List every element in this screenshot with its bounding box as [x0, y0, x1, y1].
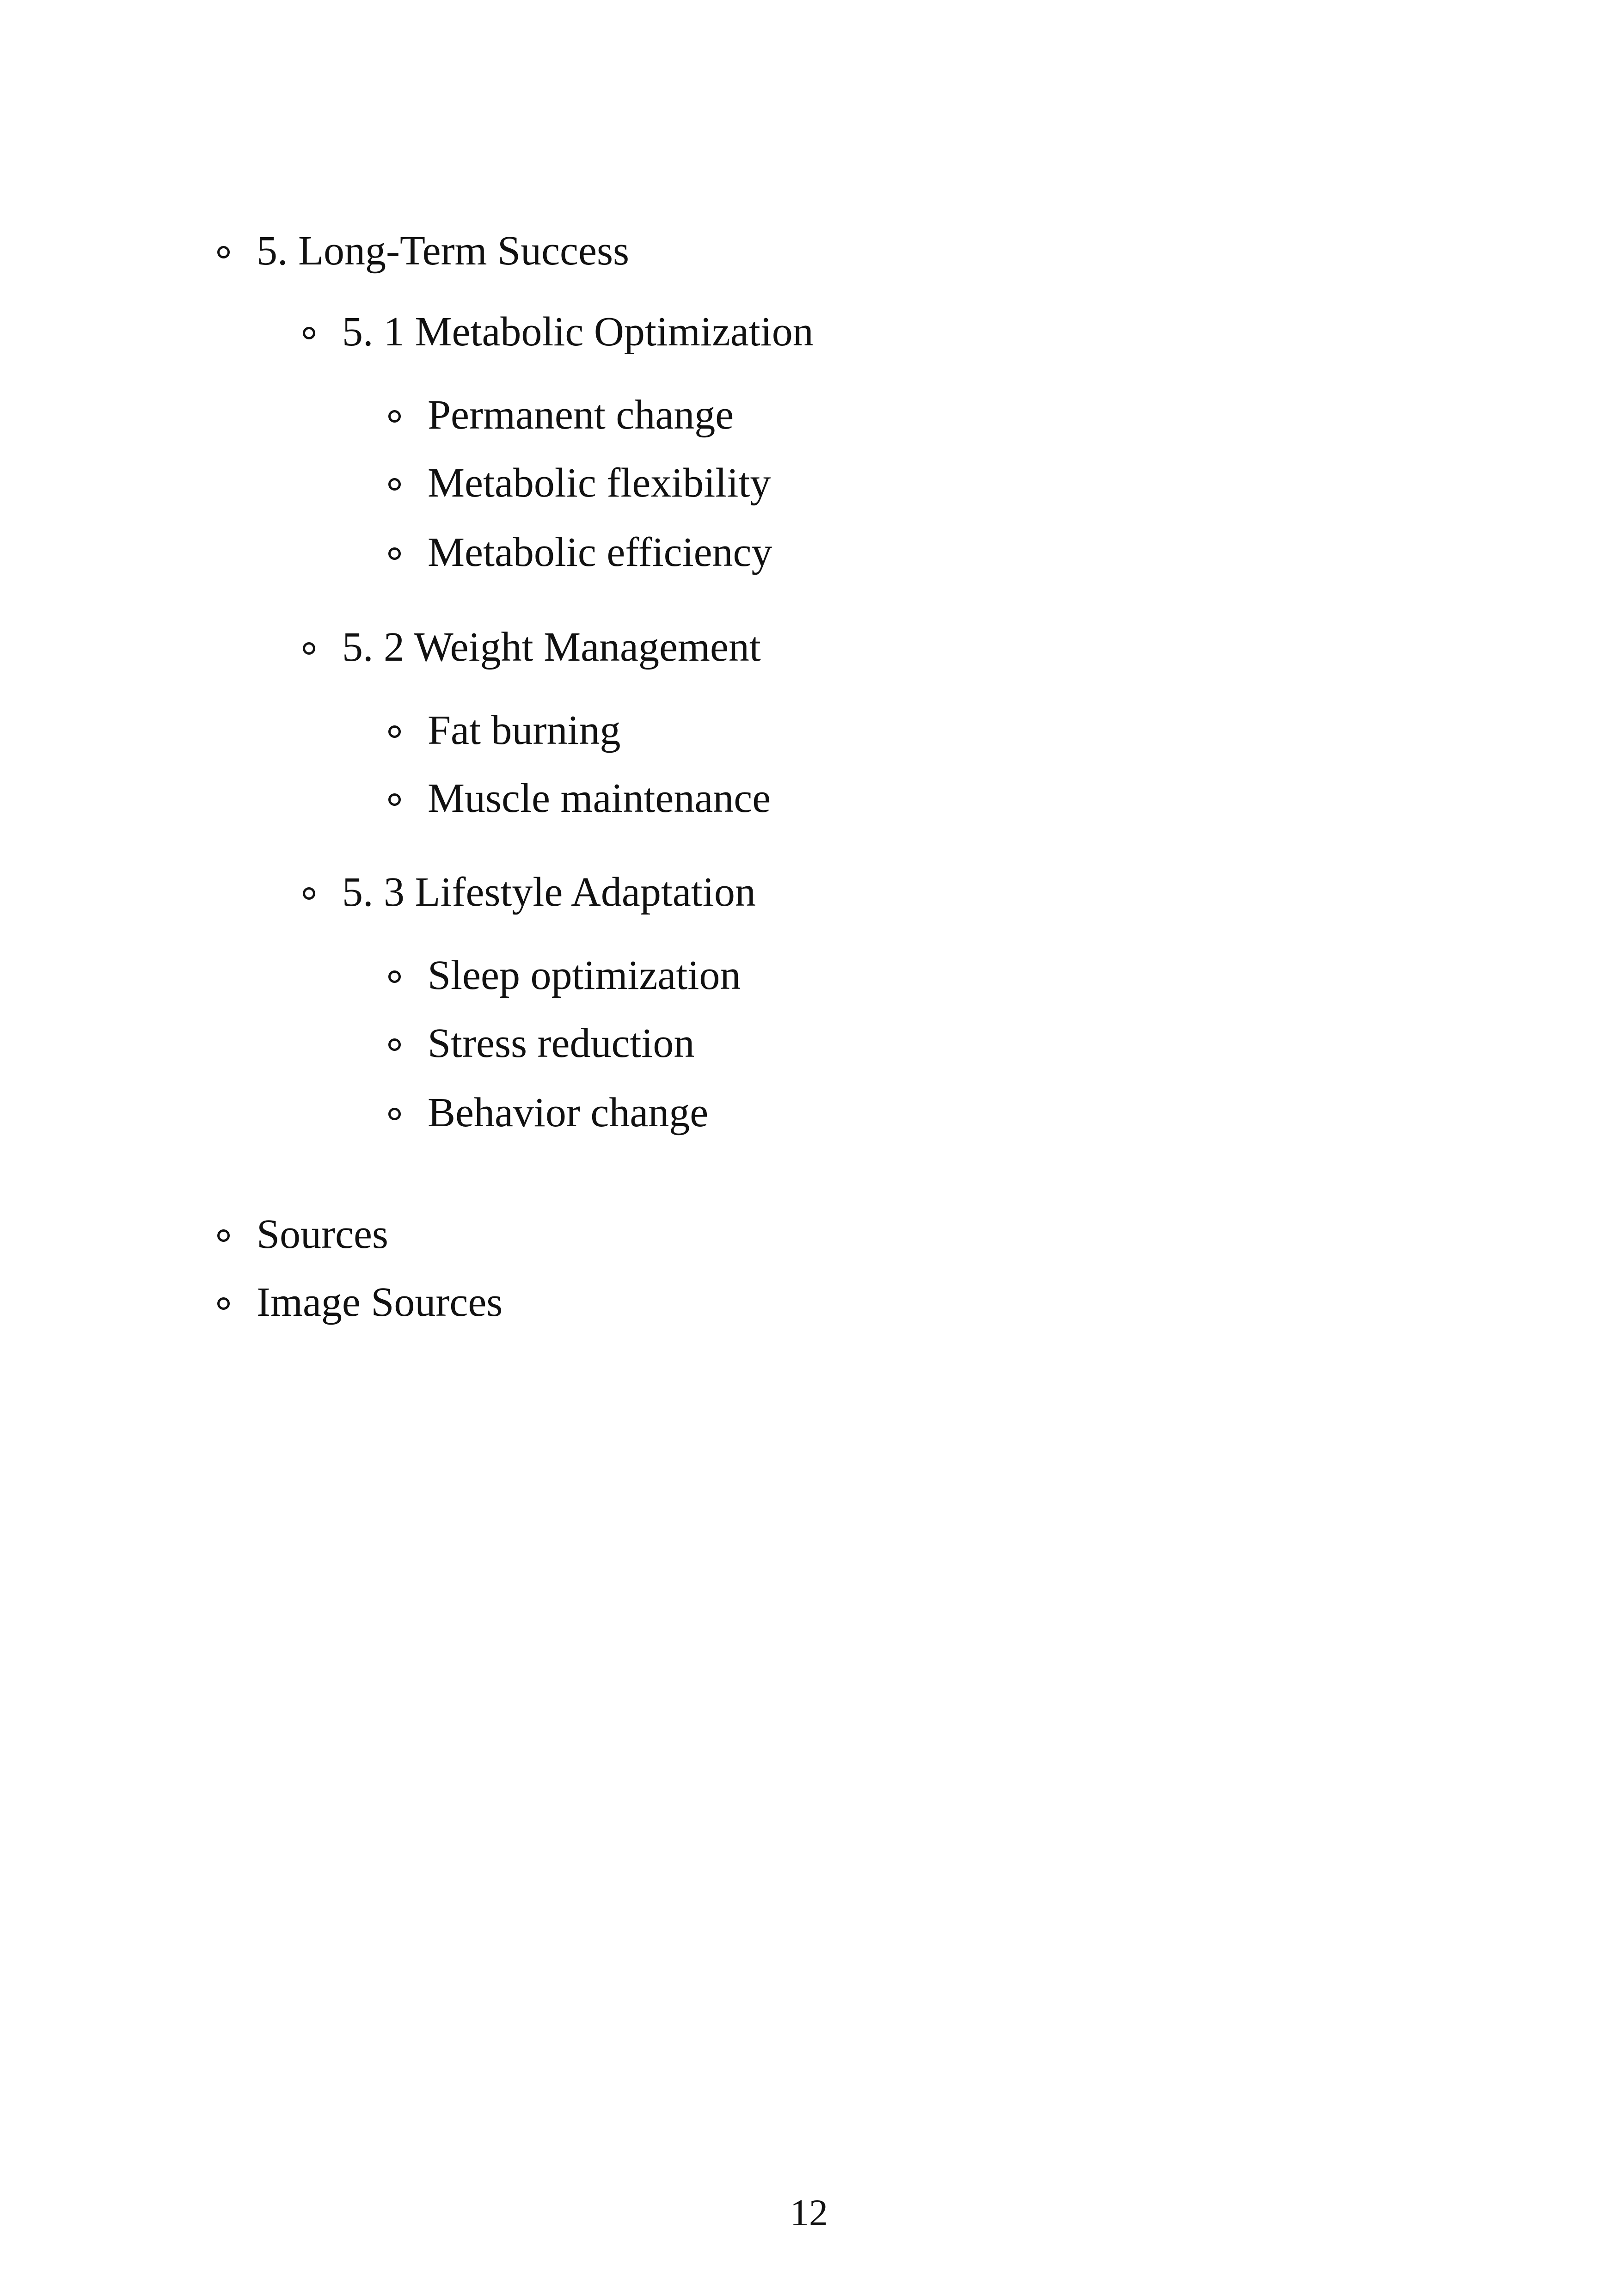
toc-entry-label: 5. Long-Term Success [257, 228, 630, 274]
toc-entry-label: Sources [257, 1211, 388, 1257]
toc-entry-label: 5. 3 Lifestyle Adaptation [342, 869, 756, 915]
toc-entry-label: Permanent change [428, 392, 734, 438]
circle-bullet-icon [388, 1038, 401, 1051]
circle-bullet-icon [303, 327, 315, 339]
circle-bullet-icon [303, 642, 315, 655]
circle-bullet-icon [388, 410, 401, 423]
circle-bullet-icon [388, 793, 401, 806]
circle-bullet-icon [303, 887, 315, 900]
circle-bullet-icon [388, 1108, 401, 1120]
toc-entry-label: Stress reduction [428, 1020, 695, 1066]
toc-entry-label: Metabolic flexibility [428, 460, 771, 506]
toc-entry-label: Metabolic efficiency [428, 529, 772, 575]
toc-entry-label: 5. 1 Metabolic Optimization [342, 309, 814, 355]
circle-bullet-icon [388, 725, 401, 738]
circle-bullet-icon [217, 1229, 230, 1242]
circle-bullet-icon [217, 1297, 230, 1310]
toc-entry-label: 5. 2 Weight Management [342, 624, 761, 670]
toc-entry-label: Sleep optimization [428, 952, 741, 998]
toc-entry-label: Image Sources [257, 1279, 503, 1325]
circle-bullet-icon [388, 478, 401, 491]
toc-entry-label: Fat burning [428, 707, 621, 753]
toc-entry-label: Behavior change [428, 1090, 709, 1136]
toc-entry-label: Muscle maintenance [428, 775, 771, 821]
page-number: 12 [790, 2192, 828, 2234]
circle-bullet-icon [388, 547, 401, 560]
circle-bullet-icon [388, 970, 401, 983]
circle-bullet-icon [217, 246, 230, 258]
